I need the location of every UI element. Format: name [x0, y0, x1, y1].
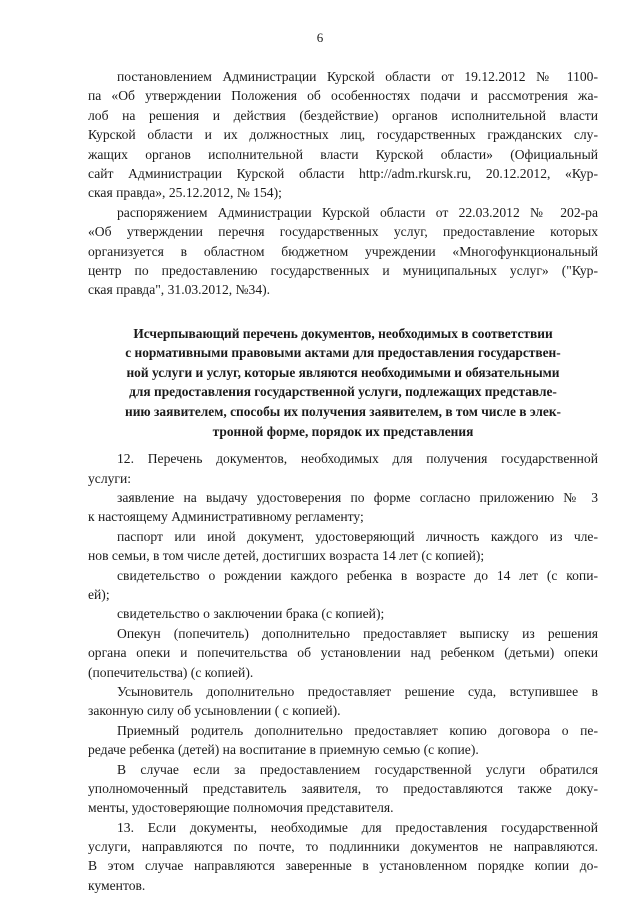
intro-paragraph-1 — [88, 67, 598, 203]
text-line: ей); — [88, 586, 110, 602]
text-line: распоряжением Администрации Курской области от 22.03.2012 № 202-ра — [117, 204, 598, 220]
heading-line: нию заявителем, способы их получения заявителем, в том числе в элек- — [125, 404, 561, 420]
text-line: па «Об утверждении Положения об особенностях подачи и рассмотрения жа- — [88, 88, 598, 104]
text-line: к настоящему Административному регламенту; — [88, 509, 364, 525]
text-line: лоб на решения и действия (бездействие) органов исполнительной власти — [88, 107, 598, 123]
text-line: кументов. — [88, 877, 146, 893]
text-line: нов семьи, в том числе детей, достигших возраста 14 лет (с копией); — [88, 548, 485, 564]
heading-line: с нормативными правовыми актами для предоставления государствен- — [125, 345, 561, 361]
section-heading — [88, 324, 598, 442]
text-line: услуги, направляются по почте, то подлинники документов не направляются. — [88, 839, 598, 855]
paragraph-13 — [88, 818, 598, 896]
list-item-passport — [88, 527, 598, 566]
text-line: заявление на выдачу удостоверения по форме согласно приложению № 3 — [117, 490, 598, 506]
text-line: органа опеки и попечительства об установлении над ребенком (детьми) опеки — [88, 645, 598, 661]
text-line: центр по предоставлению государственных и муниципальных услуг» ("Кур- — [88, 262, 598, 278]
document-body — [88, 67, 598, 895]
text-line: редаче ребенка (детей) на воспитание в приемную семью (с копие). — [88, 742, 479, 758]
text-line: ская правда», 25.12.2012, № 154); — [88, 185, 282, 201]
text-line: Опекун (попечитель) дополнительно предоставляет выписку из решения — [117, 625, 598, 641]
intro-paragraph-2 — [88, 203, 598, 300]
text-line: ская правда", 31.03.2012, №34). — [88, 282, 271, 298]
heading-line: ной услуги и услуг, которые являются необходимыми и обязательными — [126, 364, 560, 380]
list-item-guardian — [88, 624, 598, 682]
paragraph-12 — [88, 449, 598, 488]
page-number: 6 — [316, 30, 324, 45]
text-line: Приемный родитель дополнительно предоставляет копию договора о пе- — [117, 722, 598, 738]
text-line: сайт Администрации Курской области http://adm.rkursk.ru, 20.12.2012, «Кур- — [88, 165, 598, 181]
heading-line: для предоставления государственной услуги, подлежащих представле- — [129, 384, 557, 400]
list-item-application — [88, 488, 598, 527]
list-item-birth-certificate — [88, 566, 598, 605]
text-line: В этом случае направляются заверенные в установленном порядке копии до- — [88, 858, 598, 874]
list-item-representative — [88, 760, 598, 818]
text-line: жащих органов исполнительной власти Курской области» (Официальный — [88, 146, 598, 162]
list-item-foster-parent — [88, 721, 598, 760]
text-line: услуги: — [88, 470, 132, 486]
heading-line: Исчерпывающий перечень документов, необходимых в соответствии — [133, 325, 553, 341]
text-line: уполномоченный представитель заявителя, то предоставляются также доку- — [88, 780, 598, 796]
text-line: (попечительства) (с копией). — [88, 664, 254, 680]
text-line: организуется в областном бюджетном учреждении «Многофункциональный — [88, 243, 598, 259]
text-line: паспорт или иной документ, удостоверяющий личность каждого из чле- — [117, 528, 598, 544]
text-line: В случае если за предоставлением государственной услуги обратился — [117, 761, 598, 777]
text-line: менты, удостоверяющие полномочия представителя. — [88, 800, 394, 816]
list-item-marriage-certificate — [88, 604, 598, 623]
text-line: постановлением Администрации Курской области от 19.12.2012 № 1100- — [117, 69, 598, 84]
text-line: 12. Перечень документов, необходимых для получения государственной — [117, 451, 598, 467]
text-line: 13. Если документы, необходимые для предоставления государственной — [117, 819, 598, 835]
text-line: законную силу об усыновлении ( с копией). — [88, 703, 341, 719]
list-item-adopter — [88, 682, 598, 721]
text-line: свидетельство о рождении каждого ребенка в возрасте до 14 лет (с копи- — [117, 567, 598, 583]
text-line: «Об утверждении перечня государственных услуг, предоставление которых — [88, 224, 598, 240]
text-line: Курской области и их должностных лиц, государственных гражданских слу- — [88, 127, 598, 143]
text-line: свидетельство о заключении брака (с копией); — [117, 606, 385, 622]
text-line: Усыновитель дополнительно предоставляет решение суда, вступившее в — [117, 683, 598, 699]
heading-line: тронной форме, порядок их представления — [212, 423, 474, 439]
